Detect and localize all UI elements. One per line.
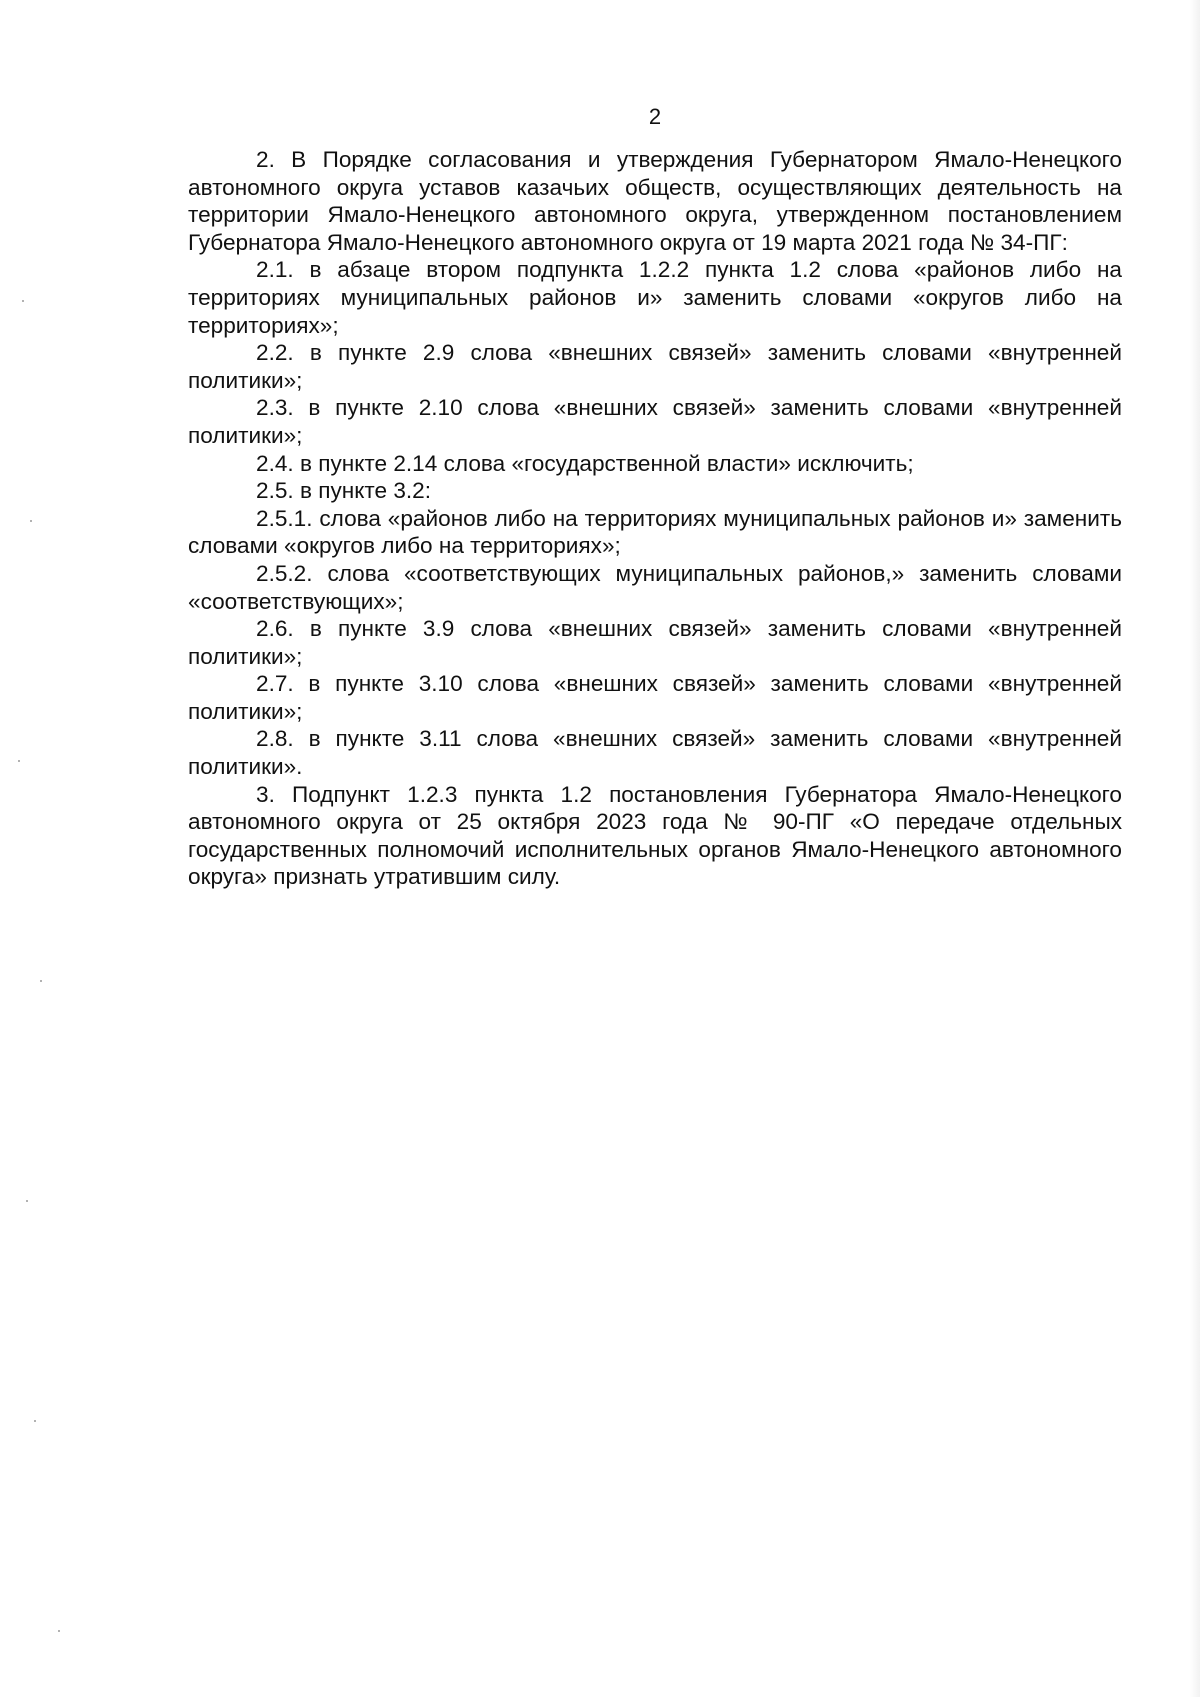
scan-speck bbox=[22, 300, 24, 302]
scan-speck bbox=[30, 520, 32, 522]
scan-edge-shadow bbox=[1190, 0, 1200, 1697]
page-number: 2 bbox=[648, 104, 662, 129]
paragraph-3: 3. Подпункт 1.2.3 пункта 1.2 постановления Губернатора Ямало-Ненецкого автономного округа от 25 октября 2023 года № 90-ПГ «О передаче отдельных государственных полномочий исполнительных органов Ямало-Ненецкого автономного округа» признать утратившим силу. bbox=[188, 781, 1122, 890]
scan-speck bbox=[58, 1630, 60, 1632]
document-body bbox=[188, 146, 1122, 891]
scan-speck bbox=[40, 980, 42, 982]
scan-speck bbox=[26, 1200, 28, 1202]
paragraph-2-4: 2.4. в пункте 2.14 слова «государственной власти» исключить; bbox=[256, 450, 914, 476]
paragraph-2-3: 2.3. в пункте 2.10 слова «внешних связей» заменить словами «внутренней политики»; bbox=[188, 395, 1122, 448]
paragraph-2-2: 2.2. в пункте 2.9 слова «внешних связей» заменить словами «внутренней политики»; bbox=[188, 340, 1122, 393]
paragraph-2-5: 2.5. в пункте 3.2: bbox=[256, 478, 432, 504]
scan-speck bbox=[34, 1420, 36, 1422]
paragraph-2-5-2: 2.5.2. слова «соответствующих муниципальных районов,» заменить словами «соответствующих»; bbox=[188, 560, 1122, 614]
paragraph-2-8: 2.8. в пункте 3.11 слова «внешних связей» заменить словами «внутренней политики». bbox=[188, 726, 1122, 780]
paragraph-2-6: 2.6. в пункте 3.9 слова «внешних связей» заменить словами «внутренней политики»; bbox=[188, 616, 1122, 669]
paragraph-2-1: 2.1. в абзаце втором подпункта 1.2.2 пункта 1.2 слова «районов либо на территориях муниципальных районов и» заменить словами «округов либо на территориях»; bbox=[188, 257, 1122, 338]
scan-speck bbox=[18, 760, 20, 762]
paragraph-2: 2. В Порядке согласования и утверждения Губернатором Ямало-Ненецкого автономного округа уставов казачьих обществ, осуществляющих деятельность на территории Ямало-Ненецкого автономного округа, утвержденном постановлением Губернатора Ямало-Ненецкого автономного округа от 19 марта 2021 года № 34-ПГ: bbox=[188, 147, 1122, 255]
paragraph-2-5-1: 2.5.1. слова «районов либо на территориях муниципальных районов и» заменить словами «округов либо на территориях»; bbox=[188, 505, 1122, 559]
paragraph-2-7: 2.7. в пункте 3.10 слова «внешних связей» заменить словами «внутренней политики»; bbox=[188, 671, 1122, 724]
